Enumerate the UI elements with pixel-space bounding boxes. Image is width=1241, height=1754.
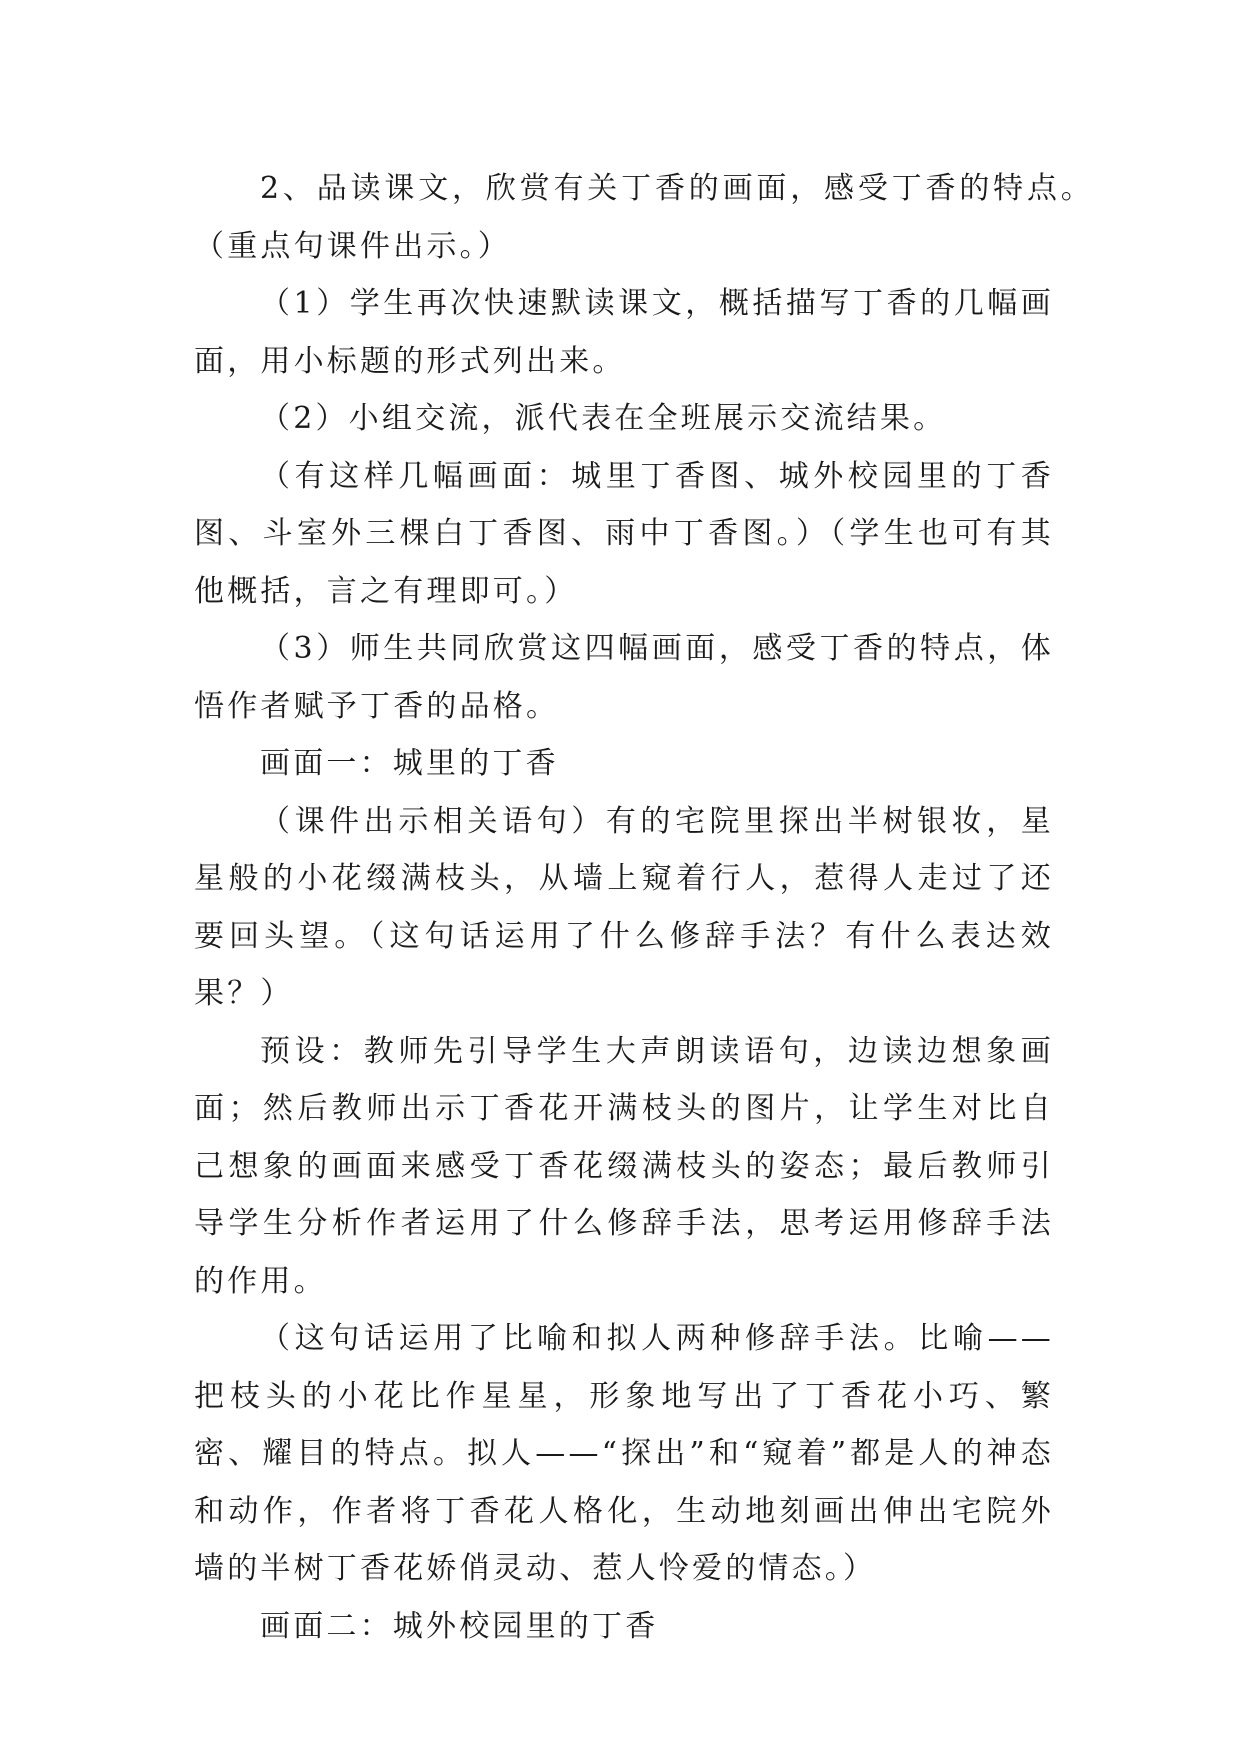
paragraph-reading-task: 2、品读课文，欣赏有关丁香的画面，感受丁香的特点。（重点句课件出示。） bbox=[194, 171, 1094, 264]
paragraph-step-1: （1）学生再次快速默读课文，概括描写丁香的几幅画面，用小标题的形式列出来。 bbox=[194, 286, 1054, 379]
paragraph-step-2: （2）小组交流，派代表在全班展示交流结果。 bbox=[260, 401, 947, 436]
paragraph-rhetoric-analysis: （这句话运用了比喻和拟人两种修辞手法。比喻——把枝头的小花比作星星，形象地写出了丁香花小巧、繁密、耀目的特点。拟人——“探出”和“窥着”都是人的神态和动作，作者将丁香花人格化，生动地刻画出伸出宅院外墙的半树丁香花娇俏灵动、惹人怜爱的情态。） bbox=[194, 1321, 1054, 1586]
paragraph-preset: 预设：教师先引导学生大声朗读语句，边读边想象画面；然后教师出示丁香花开满枝头的图片，让学生对比自己想象的画面来感受丁香花缀满枝头的姿态；最后教师引导学生分析作者运用了什么修辞手法，思考运用修辞手法的作用。 bbox=[194, 1033, 1054, 1299]
heading-scene-one: 画面一：城里的丁香 bbox=[260, 746, 559, 781]
document-body bbox=[194, 160, 1094, 1655]
heading-scene-two: 画面二：城外校园里的丁香 bbox=[260, 1608, 659, 1644]
paragraph-quoted-sentence: （课件出示相关语句）有的宅院里探出半树银妆，星星般的小花缀满枝头，从墙上窥着行人，惹得人走过了还要回头望。（这句话运用了什么修辞手法？有什么表达效果？） bbox=[194, 803, 1054, 1011]
paragraph-scene-list: （有这样几幅画面：城里丁香图、城外校园里的丁香图、斗室外三棵白丁香图、雨中丁香图。）（学生也可有其他概括，言之有理即可。） bbox=[194, 458, 1054, 609]
paragraph-step-3: （3）师生共同欣赏这四幅画面，感受丁香的特点，体悟作者赋予丁香的品格。 bbox=[194, 631, 1054, 724]
